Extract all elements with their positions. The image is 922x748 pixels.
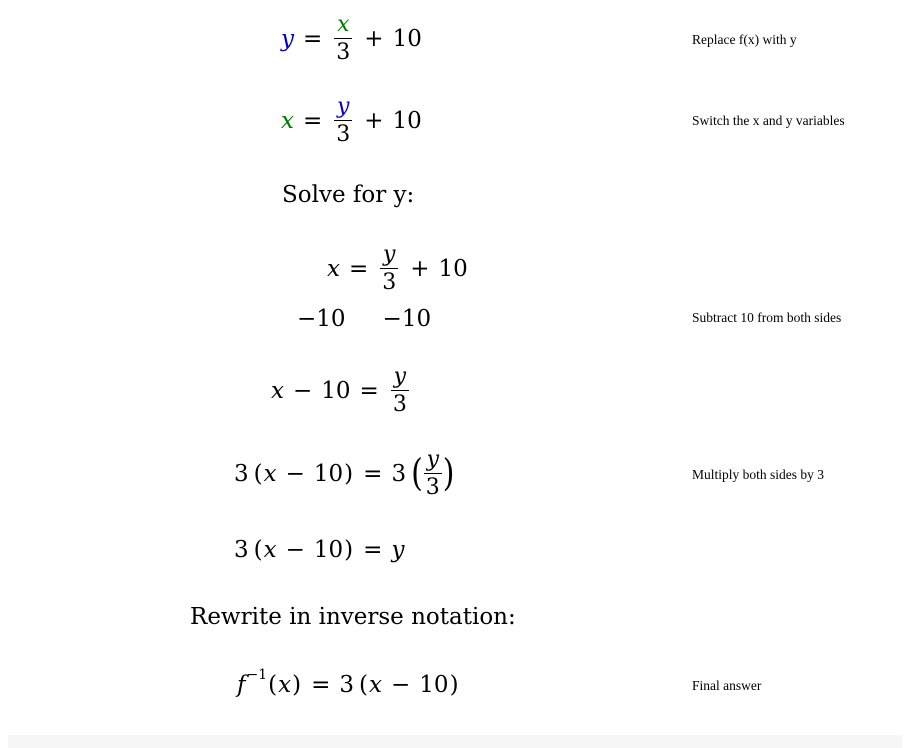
equals-sign: =	[363, 536, 383, 563]
step-note-replace: Replace f(x) with y	[692, 32, 797, 47]
constant: 10	[313, 460, 344, 487]
left-paren: (	[253, 536, 263, 563]
var-y: y	[337, 94, 350, 119]
constant: 10	[321, 377, 351, 404]
coefficient: 3	[234, 536, 249, 563]
constant: 10	[438, 255, 468, 282]
equation-switch-vars	[281, 96, 422, 146]
right-paren: )	[442, 451, 455, 496]
minus-sign: −	[391, 671, 411, 698]
right-paren: )	[344, 460, 354, 487]
bottom-bar	[8, 735, 902, 748]
var-x: x	[263, 460, 277, 487]
fraction	[380, 244, 398, 294]
fraction	[334, 96, 352, 146]
var-x: x	[369, 671, 382, 698]
denominator: 3	[392, 392, 407, 417]
left-paren: (	[253, 460, 263, 487]
equation-solved	[234, 537, 404, 563]
right-paren: )	[344, 536, 354, 563]
var-y: y	[426, 447, 440, 472]
var-x: x	[281, 107, 294, 134]
plus-sign: +	[364, 107, 384, 134]
denominator: 3	[336, 122, 351, 147]
minus-sign: −	[285, 536, 305, 563]
equation-final	[237, 667, 460, 700]
minus-sign: −	[285, 460, 305, 487]
equals-sign: =	[348, 255, 369, 282]
plus-sign: +	[410, 255, 430, 282]
subtract-row	[297, 306, 431, 332]
step-note-multiply: Multiply both sides by 3	[692, 467, 825, 482]
var-y: y	[393, 364, 407, 389]
subtract-right: −10	[382, 305, 432, 332]
minus-sign: −	[292, 377, 313, 404]
var-x: x	[337, 12, 350, 37]
step-note-switch: Switch the x and y variables	[692, 113, 845, 128]
var-x: x	[278, 671, 292, 698]
equals-sign: =	[303, 25, 323, 52]
left-paren: (	[359, 671, 369, 698]
step-note-final: Final answer	[692, 678, 762, 693]
constant: 10	[419, 671, 449, 698]
constant: 10	[392, 107, 422, 134]
right-paren: )	[449, 671, 459, 698]
equation-solve-start	[327, 244, 468, 294]
var-x: x	[263, 536, 277, 563]
right-paren: )	[292, 671, 302, 698]
denominator: 3	[425, 475, 440, 500]
constant: 10	[313, 536, 344, 563]
coefficient: 3	[234, 460, 249, 487]
equation-multiply	[234, 448, 456, 500]
equals-sign: =	[311, 671, 331, 698]
var-x: x	[271, 377, 284, 404]
denominator: 3	[382, 270, 397, 295]
plus-sign: +	[364, 25, 384, 52]
var-x: x	[327, 255, 340, 282]
left-paren: (	[268, 671, 278, 698]
fraction	[334, 14, 352, 64]
solve-heading: Solve for y:	[282, 182, 415, 208]
fraction	[424, 449, 442, 499]
function-f: f	[237, 671, 246, 698]
equals-sign: =	[302, 107, 323, 134]
var-y: y	[391, 536, 405, 563]
constant: 10	[392, 25, 422, 52]
denominator: 3	[336, 40, 351, 65]
inverse-exponent: −1	[246, 667, 268, 683]
step-note-subtract: Subtract 10 from both sides	[692, 310, 842, 325]
var-y: y	[281, 25, 294, 52]
equation-replace-fx	[281, 14, 422, 64]
equals-sign: =	[359, 377, 379, 404]
var-y: y	[383, 242, 396, 267]
coefficient: 3	[391, 460, 407, 487]
equation-after-subtract	[271, 366, 412, 416]
equals-sign: =	[363, 460, 383, 487]
subtract-left: −10	[297, 305, 346, 332]
left-paren: (	[411, 451, 423, 496]
fraction	[391, 366, 409, 416]
rewrite-heading: Rewrite in inverse notation:	[190, 604, 516, 630]
coefficient: 3	[339, 671, 355, 698]
